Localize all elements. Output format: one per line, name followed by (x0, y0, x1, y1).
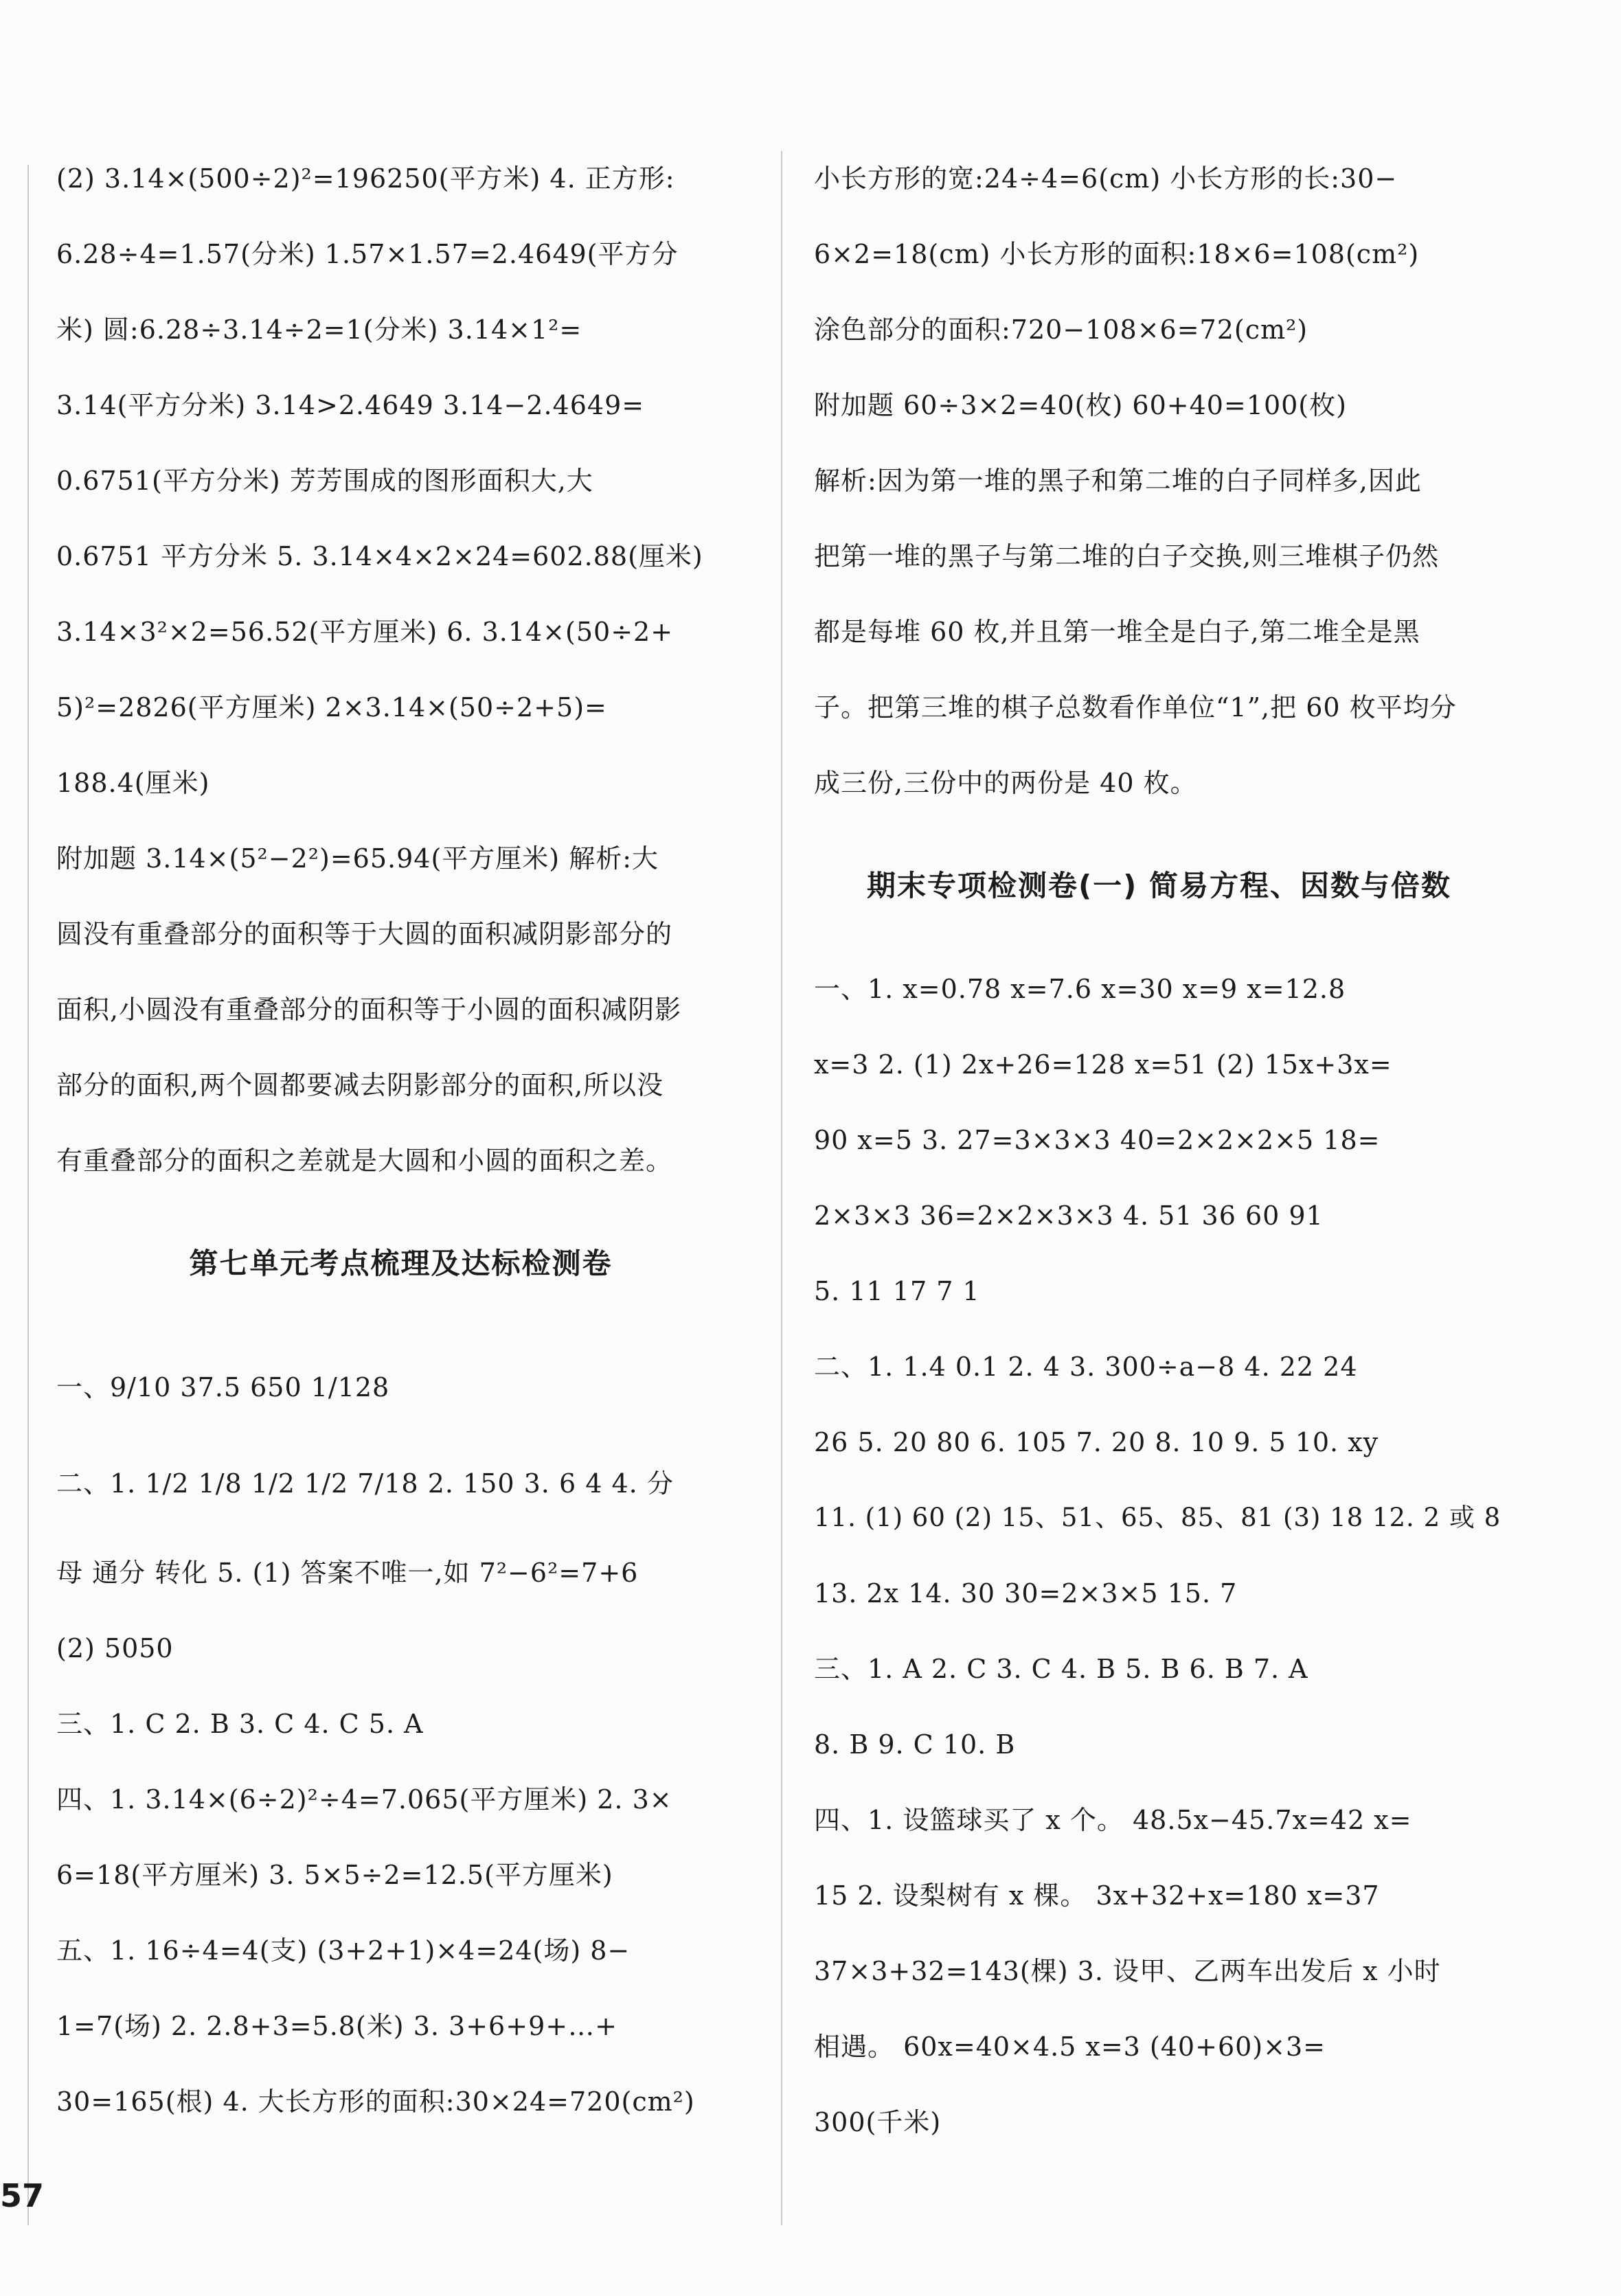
text-line: 涂色部分的面积:720−108×6=72(cm²) (814, 315, 1308, 345)
text-line: 26 5. 20 80 6. 105 7. 20 8. 10 9. 5 10. xy (814, 1427, 1379, 1457)
text-line: 母 通分 转化 5. (1) 答案不唯一,如 7²−6²=7+6 (56, 1558, 639, 1588)
text-line: 6=18(平方厘米) 3. 5×5÷2=12.5(平方厘米) (56, 1860, 613, 1890)
text-line: 1=7(场) 2. 2.8+3=5.8(米) 3. 3+6+9+…+ (56, 2011, 617, 2041)
text-line: 五、1. 16÷4=4(支) (3+2+1)×4=24(场) 8− (56, 1935, 631, 1966)
text-line: 15 2. 设梨树有 x 棵。 3x+32+x=180 x=37 (814, 1880, 1380, 1911)
text-line: 一、9/10 37.5 650 1/128 (56, 1372, 390, 1402)
text-line: 解析:因为第一堆的黑子和第二堆的白子同样多,因此 (814, 466, 1422, 496)
text-line: 90 x=5 3. 27=3×3×3 40=2×2×2×5 18= (814, 1125, 1381, 1155)
text-line: 附加题 3.14×(5²−2²)=65.94(平方厘米) 解析:大 (56, 843, 659, 874)
text-line: x=3 2. (1) 2x+26=128 x=51 (2) 15x+3x= (814, 1049, 1392, 1080)
text-line: 部分的面积,两个圆都要减去阴影部分的面积,所以没 (56, 1070, 664, 1100)
text-line: 3.14(平方分米) 3.14>2.4649 3.14−2.4649= (56, 390, 645, 420)
text-line: 6×2=18(cm) 小长方形的面积:18×6=108(cm²) (814, 239, 1420, 269)
text-line: 二、1. 1.4 0.1 2. 4 3. 300÷a−8 4. 22 24 (814, 1352, 1358, 1382)
text-line: 小长方形的宽:24÷4=6(cm) 小长方形的长:30− (814, 163, 1398, 194)
text-line: 5)²=2826(平方厘米) 2×3.14×(50÷2+5)= (56, 692, 607, 723)
section-heading: 期末专项检测卷(一) 简易方程、因数与倍数 (866, 869, 1451, 902)
text-line: 面积,小圆没有重叠部分的面积等于小圆的面积减阴影 (56, 994, 682, 1025)
section-heading: 第七单元考点梳理及达标检测卷 (189, 1247, 613, 1280)
text-line: 5. 11 17 7 1 (814, 1276, 980, 1306)
left-margin-rule (27, 165, 29, 2225)
column-divider (781, 151, 782, 2225)
text-line: 三、1. C 2. B 3. C 4. C 5. A (56, 1709, 424, 1739)
text-line: (2) 3.14×(500÷2)²=196250(平方米) 4. 正方形: (56, 163, 675, 194)
text-line: 米) 圆:6.28÷3.14÷2=1(分米) 3.14×1²= (56, 315, 582, 345)
text-line: 有重叠部分的面积之差就是大圆和小圆的面积之差。 (56, 1146, 673, 1176)
text-line: 2×3×3 36=2×2×3×3 4. 51 36 60 91 (814, 1201, 1324, 1231)
text-line: 二、1. 1/2 1/8 1/2 1/2 7/18 2. 150 3. 6 4 4. 分 (56, 1468, 674, 1499)
text-line: 四、1. 3.14×(6÷2)²÷4=7.065(平方厘米) 2. 3× (56, 1784, 672, 1815)
text-line: 相遇。 60x=40×4.5 x=3 (40+60)×3= (814, 2032, 1326, 2062)
text-line: 三、1. A 2. C 3. C 4. B 5. B 6. B 7. A (814, 1654, 1308, 1684)
text-line: 都是每堆 60 枚,并且第一堆全是白子,第二堆全是黑 (814, 617, 1420, 647)
text-line: 11. (1) 60 (2) 15、51、65、85、81 (3) 18 12. 2 或 8 (814, 1503, 1501, 1532)
text-line: (2) 5050 (56, 1633, 174, 1663)
text-line: 子。把第三堆的棋子总数看作单位“1”,把 60 枚平均分 (814, 692, 1457, 723)
text-line: 37×3+32=143(棵) 3. 设甲、乙两车出发后 x 小时 (814, 1956, 1441, 1986)
text-line: 300(千米) (814, 2107, 942, 2137)
text-line: 一、1. x=0.78 x=7.6 x=30 x=9 x=12.8 (814, 974, 1346, 1004)
text-line: 附加题 60÷3×2=40(枚) 60+40=100(枚) (814, 390, 1347, 420)
text-line: 3.14×3²×2=56.52(平方厘米) 6. 3.14×(50÷2+ (56, 617, 674, 647)
text-line: 把第一堆的黑子与第二堆的白子交换,则三堆棋子仍然 (814, 541, 1440, 571)
text-line: 0.6751 平方分米 5. 3.14×4×2×24=602.88(厘米) (56, 541, 703, 571)
text-line: 四、1. 设篮球买了 x 个。 48.5x−45.7x=42 x= (814, 1805, 1412, 1835)
text-line: 8. B 9. C 10. B (814, 1729, 1016, 1760)
text-line: 13. 2x 14. 30 30=2×3×5 15. 7 (814, 1578, 1238, 1609)
page-number: 57 (0, 2177, 45, 2214)
text-line: 成三份,三份中的两份是 40 枚。 (814, 768, 1197, 798)
text-line: 188.4(厘米) (56, 768, 210, 798)
text-line: 圆没有重叠部分的面积等于大圆的面积减阴影部分的 (56, 919, 673, 949)
text-line: 30=165(根) 4. 大长方形的面积:30×24=720(cm²) (56, 2087, 695, 2117)
text-line: 6.28÷4=1.57(分米) 1.57×1.57=2.4649(平方分 (56, 239, 679, 269)
text-line: 0.6751(平方分米) 芳芳围成的图形面积大,大 (56, 466, 593, 496)
